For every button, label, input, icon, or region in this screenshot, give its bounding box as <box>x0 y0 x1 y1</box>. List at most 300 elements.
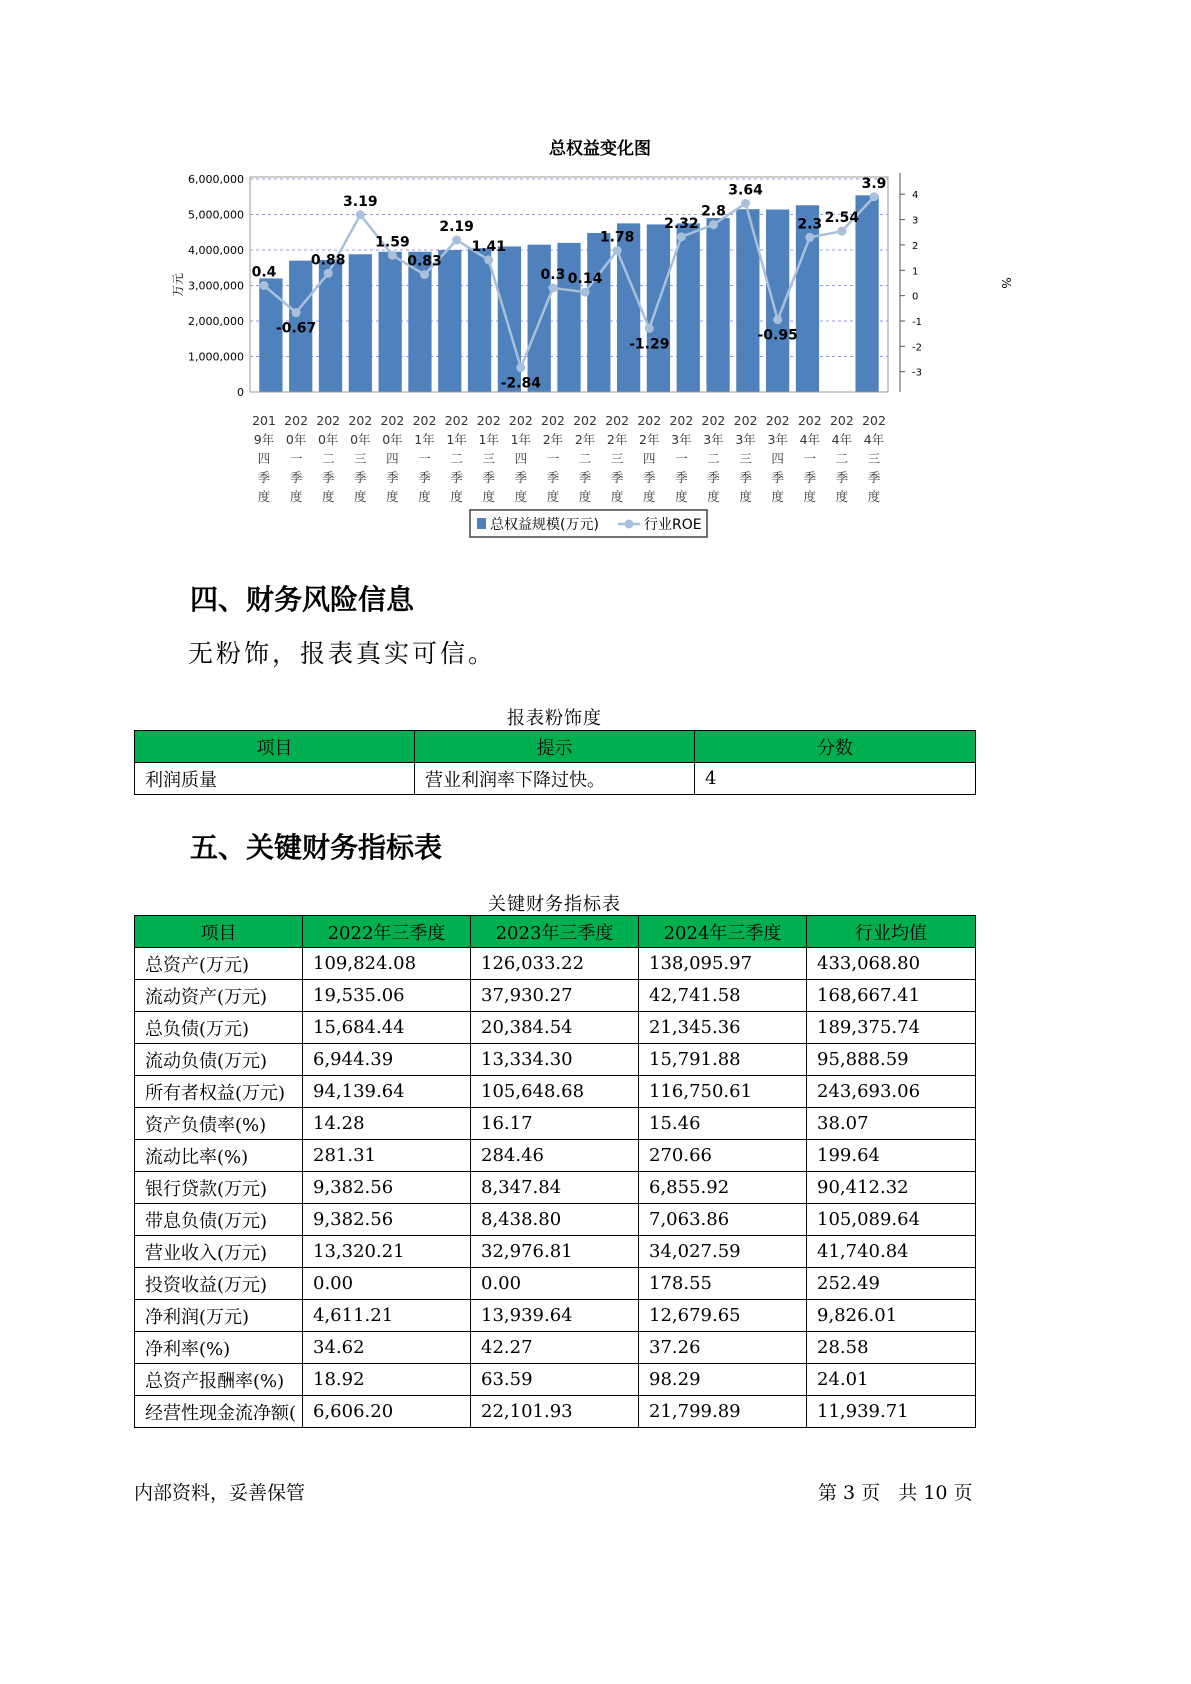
x-tick-label-line: 3年 <box>735 432 756 447</box>
bar <box>647 224 670 392</box>
x-tick-label-line: 202 <box>605 413 630 428</box>
x-tick-label-line: 季 <box>514 470 528 485</box>
kpi-header-2022q3: 2022年三季度 <box>303 916 471 948</box>
x-tick-label-line: 四 <box>257 451 271 466</box>
footer-page-number: 第 3 页 共 10 页 <box>818 1482 973 1504</box>
x-tick-label <box>413 413 437 504</box>
roe-data-label: 2.19 <box>439 219 474 236</box>
kpi-cell-value: 9,382.56 <box>303 1172 471 1204</box>
y-left-tick-label: 4,000,000 <box>188 244 244 257</box>
roe-point <box>356 210 365 219</box>
section-4-text: 无粉饰，报表真实可信。 <box>188 639 497 668</box>
table-row <box>135 1012 976 1044</box>
roe-point <box>260 281 269 290</box>
kpi-cell-value: 34.62 <box>303 1332 471 1364</box>
x-tick-label-line: 4年 <box>863 432 885 447</box>
kpi-row-label: 投资收益(万元) <box>135 1268 303 1300</box>
legend-bar-swatch <box>477 518 486 529</box>
roe-data-label: 1.41 <box>471 238 507 255</box>
table-row <box>135 1236 976 1268</box>
x-tick-label-line: 度 <box>578 489 592 504</box>
x-tick-label <box>284 413 308 504</box>
x-tick-label-line: 季 <box>354 470 367 485</box>
kpi-cell-value: 18.92 <box>303 1364 471 1396</box>
x-tick-label-line: 季 <box>386 470 399 485</box>
kpi-header-item: 项目 <box>135 916 303 948</box>
risk-table-caption: 报表粉饰度 <box>507 708 602 729</box>
x-tick-label-line: 度 <box>835 489 849 504</box>
x-tick-label-line: 度 <box>643 489 656 504</box>
x-tick-label <box>380 413 404 504</box>
section-4-heading: 四、财务风险信息 <box>190 583 415 616</box>
kpi-row-label: 带息负债(万元) <box>135 1204 303 1236</box>
section-5-heading: 五、关键财务指标表 <box>190 831 443 864</box>
kpi-cell-value: 38.07 <box>807 1108 976 1140</box>
risk-cell-item: 利润质量 <box>135 763 415 795</box>
bar <box>796 205 819 392</box>
x-tick-label-line: 一 <box>418 451 431 466</box>
y-right-tick-label: -3 <box>912 367 922 379</box>
x-tick-label-line: 202 <box>733 413 758 428</box>
x-tick-label-line: 度 <box>867 489 881 504</box>
y-left-tick-label: 3,000,000 <box>188 279 244 293</box>
kpi-cell-value: 109,824.08 <box>303 948 471 980</box>
kpi-row-label: 流动负债(万元) <box>135 1044 303 1076</box>
risk-header-hint: 提示 <box>415 731 695 763</box>
x-tick-label-line: 季 <box>321 470 335 485</box>
x-tick-label-line: 度 <box>803 489 817 504</box>
kpi-cell-value: 189,375.74 <box>807 1012 976 1044</box>
x-tick-label-line: 季 <box>835 470 849 485</box>
kpi-row-label: 净利润(万元) <box>135 1300 303 1332</box>
roe-data-label: 0.14 <box>567 271 603 288</box>
kpi-cell-value: 12,679.65 <box>639 1300 807 1332</box>
kpi-cell-value: 63.59 <box>471 1364 639 1396</box>
x-tick-label-line: 三 <box>354 451 367 466</box>
roe-point <box>837 227 846 236</box>
risk-cell-hint: 营业利润率下降过快。 <box>415 763 695 795</box>
kpi-cell-value: 6,855.92 <box>639 1172 807 1204</box>
kpi-cell-value: 6,944.39 <box>303 1044 471 1076</box>
bar <box>379 252 402 392</box>
x-tick-label-line: 一 <box>289 451 303 466</box>
x-tick-label-line: 四 <box>643 451 656 466</box>
table-row <box>135 1268 976 1300</box>
x-tick-label-line: 1年 <box>446 432 467 447</box>
x-tick-label-line: 度 <box>257 489 271 504</box>
y-left-tick-label: 0 <box>237 386 244 399</box>
x-tick-label-line: 2年 <box>574 432 596 447</box>
kpi-cell-value: 284.46 <box>471 1140 639 1172</box>
risk-table-header-row <box>135 731 976 763</box>
kpi-header-2023q3: 2023年三季度 <box>471 916 639 948</box>
roe-point <box>452 236 461 245</box>
x-tick-label-line: 度 <box>289 489 303 504</box>
table-row <box>135 1332 976 1364</box>
roe-point <box>484 255 493 264</box>
kpi-cell-value: 168,667.41 <box>807 980 976 1012</box>
kpi-cell-value: 0.00 <box>303 1268 471 1300</box>
y-right-tick-label: 4 <box>912 190 919 202</box>
table-row <box>135 1300 976 1332</box>
kpi-cell-value: 34,027.59 <box>639 1236 807 1268</box>
x-tick-label-line: 季 <box>610 470 624 485</box>
bar <box>706 218 729 392</box>
x-tick-label-line: 季 <box>578 470 592 485</box>
risk-cell-score: 4 <box>695 763 976 795</box>
roe-point <box>645 324 654 333</box>
x-tick-label-line: 二 <box>578 451 592 466</box>
x-tick-label-line: 一 <box>675 451 688 466</box>
bar <box>438 250 461 392</box>
table-row <box>135 1364 976 1396</box>
x-tick-label-line: 一 <box>803 451 817 466</box>
roe-data-label: 0.88 <box>310 252 346 269</box>
x-tick-label <box>605 413 629 504</box>
chart-legend <box>470 510 707 537</box>
kpi-header-2024q3: 2024年三季度 <box>639 916 807 948</box>
kpi-cell-value: 95,888.59 <box>807 1044 976 1076</box>
kpi-cell-value: 105,648.68 <box>471 1076 639 1108</box>
x-tick-label-line: 202 <box>701 413 726 428</box>
kpi-cell-value: 9,382.56 <box>303 1204 471 1236</box>
roe-data-label: 2.32 <box>664 215 699 232</box>
x-tick-label-line: 201 <box>252 413 276 428</box>
roe-data-label: -2.84 <box>500 375 542 392</box>
y-left-tick-label: 1,000,000 <box>188 350 244 364</box>
x-tick-label-line: 3年 <box>767 432 788 447</box>
x-tick-label-line: 202 <box>797 413 822 428</box>
roe-point <box>581 288 590 297</box>
roe-point <box>613 246 622 255</box>
roe-data-label: 0.3 <box>540 267 566 284</box>
kpi-cell-value: 9,826.01 <box>807 1300 976 1332</box>
x-tick-label <box>316 413 340 504</box>
kpi-cell-value: 8,347.84 <box>471 1172 639 1204</box>
kpi-cell-value: 116,750.61 <box>639 1076 807 1108</box>
x-tick-label-line: 季 <box>739 470 752 485</box>
kpi-cell-value: 4,611.21 <box>303 1300 471 1332</box>
kpi-cell-value: 13,939.64 <box>471 1300 639 1332</box>
kpi-row-label: 经营性现金流净额( <box>135 1396 303 1428</box>
x-tick-label-line: 度 <box>321 489 335 504</box>
roe-data-label: 3.64 <box>728 182 763 199</box>
x-tick-label-line: 度 <box>418 489 431 504</box>
kpi-cell-value: 243,693.06 <box>807 1076 976 1108</box>
roe-data-label: 3.19 <box>343 193 378 210</box>
roe-point <box>420 270 429 279</box>
kpi-cell-value: 178.55 <box>639 1268 807 1300</box>
x-tick-label-line: 度 <box>386 489 399 504</box>
x-tick-label-line: 季 <box>771 470 784 485</box>
x-tick-label-line: 季 <box>482 470 495 485</box>
roe-data-label: 1.78 <box>599 229 635 246</box>
kpi-cell-value: 8,438.80 <box>471 1204 639 1236</box>
kpi-cell-value: 6,606.20 <box>303 1396 471 1428</box>
x-tick-label-line: 202 <box>444 413 469 428</box>
kpi-cell-value: 21,345.36 <box>639 1012 807 1044</box>
x-tick-label-line: 0年 <box>350 432 371 447</box>
x-tick-label-line: 202 <box>765 413 790 428</box>
x-tick-label-line: 202 <box>573 413 597 428</box>
kpi-cell-value: 42,741.58 <box>639 980 807 1012</box>
x-tick-label-line: 202 <box>637 413 662 428</box>
roe-point <box>741 199 750 208</box>
roe-point <box>324 269 333 278</box>
kpi-cell-value: 13,334.30 <box>471 1044 639 1076</box>
x-tick-label-line: 1年 <box>510 432 532 447</box>
roe-data-label: 2.3 <box>797 216 823 233</box>
bar <box>587 233 610 392</box>
y-left-tick-label: 5,000,000 <box>188 208 244 222</box>
x-tick-label-line: 季 <box>707 470 720 485</box>
y-right-tick-label: -2 <box>912 342 922 354</box>
x-tick-label <box>766 413 790 504</box>
bar <box>468 248 491 392</box>
x-tick-label-line: 1年 <box>414 432 435 447</box>
kpi-cell-value: 13,320.21 <box>303 1236 471 1268</box>
kpi-row-label: 总负债(万元) <box>135 1012 303 1044</box>
kpi-cell-value: 252.49 <box>807 1268 976 1300</box>
x-tick-label-line: 三 <box>610 451 624 466</box>
y-left-axis-label: 万元 <box>171 272 185 298</box>
x-tick-label-line: 202 <box>380 413 405 428</box>
kpi-cell-value: 16.17 <box>471 1108 639 1140</box>
x-tick-label-line: 度 <box>707 489 720 504</box>
x-tick-label <box>573 413 597 504</box>
table-row <box>135 1076 976 1108</box>
kpi-cell-value: 37,930.27 <box>471 980 639 1012</box>
kpi-cell-value: 24.01 <box>807 1364 976 1396</box>
x-tick-label-line: 季 <box>675 470 688 485</box>
table-row <box>135 1044 976 1076</box>
x-tick-label <box>541 413 565 504</box>
kpi-header-industry-avg: 行业均值 <box>807 916 976 948</box>
x-tick-label-line: 2年 <box>639 432 660 447</box>
table-row <box>135 1396 976 1428</box>
kpi-cell-value: 32,976.81 <box>471 1236 639 1268</box>
kpi-cell-value: 37.26 <box>639 1332 807 1364</box>
x-tick-label-line: 三 <box>482 451 495 466</box>
kpi-row-label: 所有者权益(万元) <box>135 1076 303 1108</box>
roe-data-label: -0.95 <box>757 327 798 344</box>
y-right-tick-label: -1 <box>912 317 922 328</box>
roe-data-label: -1.29 <box>629 336 670 353</box>
x-tick-label-line: 202 <box>412 413 437 428</box>
x-tick-label-line: 二 <box>321 451 335 466</box>
x-tick-label-line: 202 <box>862 413 886 428</box>
x-tick-label <box>445 413 469 504</box>
roe-point <box>292 308 301 317</box>
kpi-row-label: 净利率(%) <box>135 1332 303 1364</box>
x-tick-label-line: 二 <box>835 451 849 466</box>
y-left-tick-label: 6,000,000 <box>188 173 244 186</box>
x-tick-label-line: 三 <box>867 451 881 466</box>
kpi-row-label: 资产负债率(%) <box>135 1108 303 1140</box>
x-tick-label-line: 三 <box>739 451 752 466</box>
roe-point <box>773 315 782 324</box>
x-tick-label <box>252 413 276 504</box>
kpi-row-label: 流动资产(万元) <box>135 980 303 1012</box>
x-tick-label-line: 4年 <box>831 432 853 447</box>
kpi-cell-value: 28.58 <box>807 1332 976 1364</box>
kpi-table-header-row <box>135 916 976 948</box>
kpi-row-label: 银行贷款(万元) <box>135 1172 303 1204</box>
x-tick-label-line: 度 <box>450 489 463 504</box>
equity-chart-svg <box>170 135 1030 595</box>
x-tick-label-line: 202 <box>348 413 373 428</box>
bar <box>349 254 372 392</box>
x-tick-label-line: 202 <box>316 413 341 428</box>
roe-data-label: 0.4 <box>251 264 277 281</box>
roe-point <box>388 251 397 260</box>
chart-title: 总权益变化图 <box>549 139 651 159</box>
x-tick-label-line: 季 <box>803 470 817 485</box>
kpi-cell-value: 21,799.89 <box>639 1396 807 1428</box>
x-tick-label-line: 度 <box>610 489 624 504</box>
x-tick-label-line: 四 <box>386 451 399 466</box>
x-tick-label-line: 3年 <box>671 432 692 447</box>
x-tick-label-line: 二 <box>450 451 463 466</box>
x-tick-label-line: 202 <box>669 413 694 428</box>
x-tick-label-line: 2年 <box>606 432 628 447</box>
x-tick-label-line: 0年 <box>317 432 339 447</box>
bar <box>557 243 580 392</box>
x-tick-label <box>830 413 854 504</box>
legend-line-label: 行业ROE <box>644 517 702 533</box>
x-tick-label-line: 度 <box>546 489 560 504</box>
x-tick-label <box>637 413 661 504</box>
kpi-row-label: 总资产(万元) <box>135 948 303 980</box>
x-tick-label <box>669 413 693 504</box>
kpi-cell-value: 15,791.88 <box>639 1044 807 1076</box>
footer-confidential: 内部资料，妥善保管 <box>134 1482 306 1504</box>
x-tick-label-line: 3年 <box>703 432 724 447</box>
roe-data-label: 3.9 <box>861 175 887 192</box>
kpi-cell-value: 0.00 <box>471 1268 639 1300</box>
y-right-tick-label: 0 <box>912 291 919 303</box>
equity-chart <box>170 135 1030 595</box>
x-tick-label <box>862 413 886 504</box>
table-row <box>135 1172 976 1204</box>
roe-point <box>548 284 557 293</box>
x-tick-label-line: 202 <box>541 413 565 428</box>
table-row <box>135 763 976 795</box>
kpi-table <box>134 915 976 1428</box>
kpi-cell-value: 126,033.22 <box>471 948 639 980</box>
roe-point <box>516 363 525 372</box>
kpi-cell-value: 199.64 <box>807 1140 976 1172</box>
kpi-cell-value: 19,535.06 <box>303 980 471 1012</box>
kpi-cell-value: 42.27 <box>471 1332 639 1364</box>
kpi-cell-value: 433,068.80 <box>807 948 976 980</box>
x-tick-label-line: 季 <box>289 470 303 485</box>
kpi-cell-value: 98.29 <box>639 1364 807 1396</box>
kpi-row-label: 总资产报酬率(%) <box>135 1364 303 1396</box>
roe-data-label: 2.54 <box>824 210 860 227</box>
kpi-cell-value: 7,063.86 <box>639 1204 807 1236</box>
kpi-cell-value: 15,684.44 <box>303 1012 471 1044</box>
roe-point <box>870 192 879 201</box>
x-tick-label-line: 度 <box>771 489 784 504</box>
x-tick-label-line: 度 <box>514 489 528 504</box>
kpi-cell-value: 11,939.71 <box>807 1396 976 1428</box>
kpi-cell-value: 90,412.32 <box>807 1172 976 1204</box>
x-tick-label-line: 季 <box>546 470 560 485</box>
x-tick-label-line: 1年 <box>478 432 499 447</box>
x-tick-label <box>734 413 758 504</box>
table-row <box>135 948 976 980</box>
roe-point <box>677 232 686 241</box>
x-tick-label-line: 4年 <box>799 432 821 447</box>
y-right-axis-label: % <box>999 277 1013 289</box>
roe-point <box>709 220 718 229</box>
kpi-cell-value: 15.46 <box>639 1108 807 1140</box>
kpi-cell-value: 20,384.54 <box>471 1012 639 1044</box>
y-right-tick-label: 3 <box>912 215 919 227</box>
kpi-table-caption: 关键财务指标表 <box>488 894 621 915</box>
roe-point <box>805 233 814 242</box>
x-tick-label-line: 0年 <box>285 432 307 447</box>
x-tick-label-line: 202 <box>508 413 533 428</box>
x-tick-label-line: 9年 <box>253 432 275 447</box>
x-tick-label-line: 度 <box>739 489 752 504</box>
x-tick-label <box>348 413 372 504</box>
roe-data-label: 0.83 <box>407 253 442 270</box>
x-tick-label-line: 202 <box>476 413 501 428</box>
y-left-tick-label: 2,000,000 <box>188 315 244 328</box>
x-tick-label-line: 202 <box>829 413 854 428</box>
table-row <box>135 1108 976 1140</box>
x-tick-label-line: 2年 <box>542 432 564 447</box>
x-tick-label-line: 0年 <box>382 432 403 447</box>
x-tick-label-line: 202 <box>284 413 309 428</box>
kpi-cell-value: 94,139.64 <box>303 1076 471 1108</box>
roe-data-label: -0.67 <box>275 320 317 337</box>
y-right-tick-label: 2 <box>912 240 919 252</box>
x-tick-label <box>477 413 501 504</box>
x-tick-label-line: 一 <box>546 451 560 466</box>
legend-line-marker <box>625 520 634 529</box>
kpi-cell-value: 105,089.64 <box>807 1204 976 1236</box>
x-tick-label-line: 季 <box>418 470 431 485</box>
roe-data-label: 2.8 <box>701 203 726 220</box>
kpi-row-label: 流动比率(%) <box>135 1140 303 1172</box>
legend-bar-label: 总权益规模(万元) <box>490 517 599 533</box>
risk-header-item: 项目 <box>135 731 415 763</box>
x-tick-label <box>798 413 822 504</box>
kpi-cell-value: 41,740.84 <box>807 1236 976 1268</box>
x-tick-label-line: 季 <box>450 470 463 485</box>
risk-table <box>134 730 976 795</box>
x-tick-label-line: 二 <box>707 451 720 466</box>
kpi-cell-value: 270.66 <box>639 1140 807 1172</box>
x-tick-label-line: 季 <box>257 470 271 485</box>
risk-header-score: 分数 <box>695 731 976 763</box>
x-tick-label-line: 季 <box>643 470 656 485</box>
x-tick-label-line: 度 <box>354 489 367 504</box>
roe-data-label: 1.59 <box>375 234 410 251</box>
kpi-row-label: 营业收入(万元) <box>135 1236 303 1268</box>
table-row <box>135 1204 976 1236</box>
x-tick-label <box>702 413 726 504</box>
table-row <box>135 980 976 1012</box>
kpi-cell-value: 22,101.93 <box>471 1396 639 1428</box>
x-tick-label-line: 度 <box>675 489 688 504</box>
x-tick-label-line: 四 <box>771 451 784 466</box>
kpi-cell-value: 14.28 <box>303 1108 471 1140</box>
x-tick-label <box>509 413 533 504</box>
